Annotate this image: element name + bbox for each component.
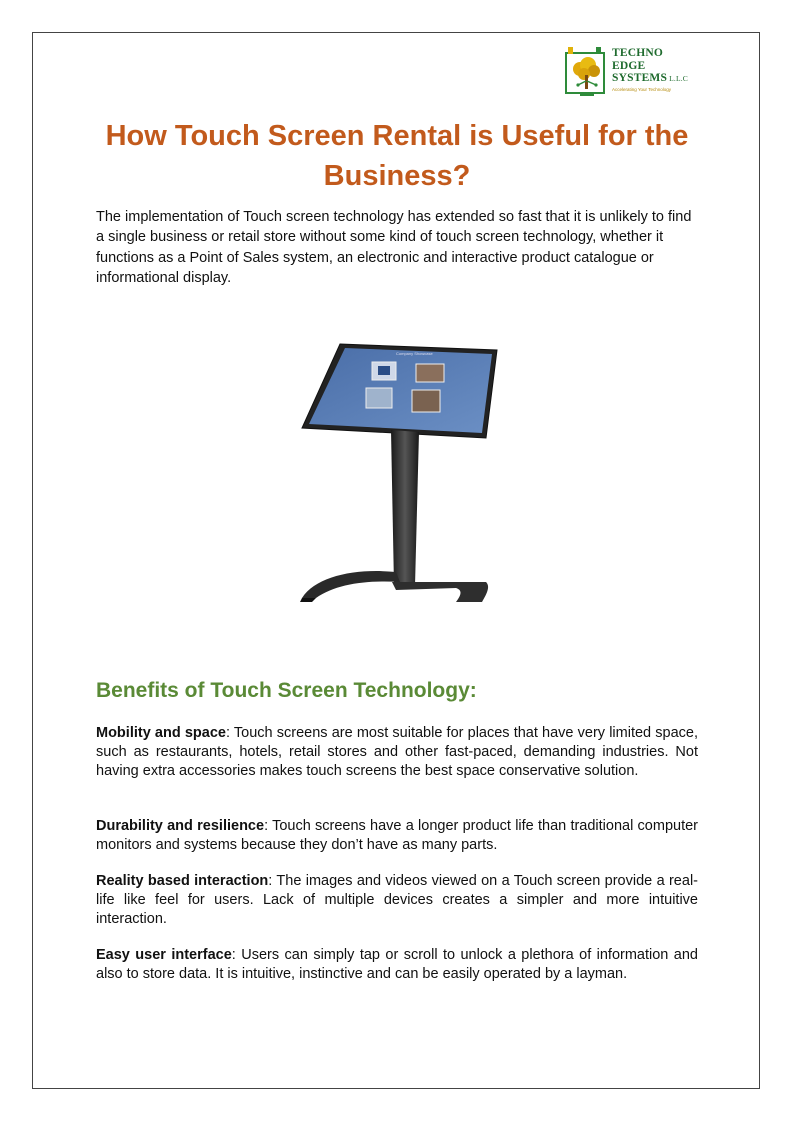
benefit-item — [96, 724, 698, 781]
page-title: How Touch Screen Rental is Useful for the Business? — [105, 120, 689, 192]
logo-suffix: L.L.C — [669, 74, 689, 83]
benefit-term: Easy user interface — [96, 947, 232, 963]
benefit-term: Reality based interaction — [96, 873, 269, 889]
logo-tree-icon — [564, 47, 610, 99]
logo-line-1: TECHNO — [612, 47, 664, 59]
benefit-item — [96, 817, 698, 855]
logo-tagline: Accelerating Your Technology — [612, 86, 671, 92]
benefits-heading: Benefits of Touch Screen Technology: — [96, 679, 477, 702]
intro-paragraph: The implementation of Touch screen technology has extended so fast that it is unlikely to find a single business or retail store without some kind of touch screen technology, whether it functions as a Point of Sales system, an electronic and interactive product catalogue or informational display. — [96, 209, 692, 286]
benefit-item — [96, 946, 698, 984]
logo-line-2: EDGE — [612, 59, 646, 72]
benefit-text: : Touch screens are most suitable for places that have very limited space, such as restaurants, hotels, retail stores and other fast-paced, demanding industries. Not having extra accessories makes touch screens the best space conservative solution. — [96, 725, 698, 779]
benefit-term: Durability and resilience — [96, 818, 265, 834]
screen-heading: Company Showcase — [396, 351, 433, 356]
company-logo — [564, 47, 704, 101]
benefit-item — [96, 872, 698, 929]
logo-line-3: SYSTEMS — [612, 72, 668, 84]
logo-wordmark — [612, 47, 688, 92]
benefit-text: : Touch screens have a longer product life than traditional computer monitors and systems because they don’t have as many parts. — [96, 818, 699, 853]
benefit-text: : The images and videos viewed on a Touch screen provide a real-life like feel for users. Lack of multiple devices creates a simpler and more intuitive interaction. — [96, 873, 698, 927]
touch-screen-kiosk-image — [296, 336, 502, 608]
benefit-term: Mobility and space — [96, 725, 226, 741]
benefit-text: : Users can simply tap or scroll to unlock a plethora of information and also to store data. It is intuitive, instinctive and can be easily operated by a layman. — [96, 947, 698, 982]
